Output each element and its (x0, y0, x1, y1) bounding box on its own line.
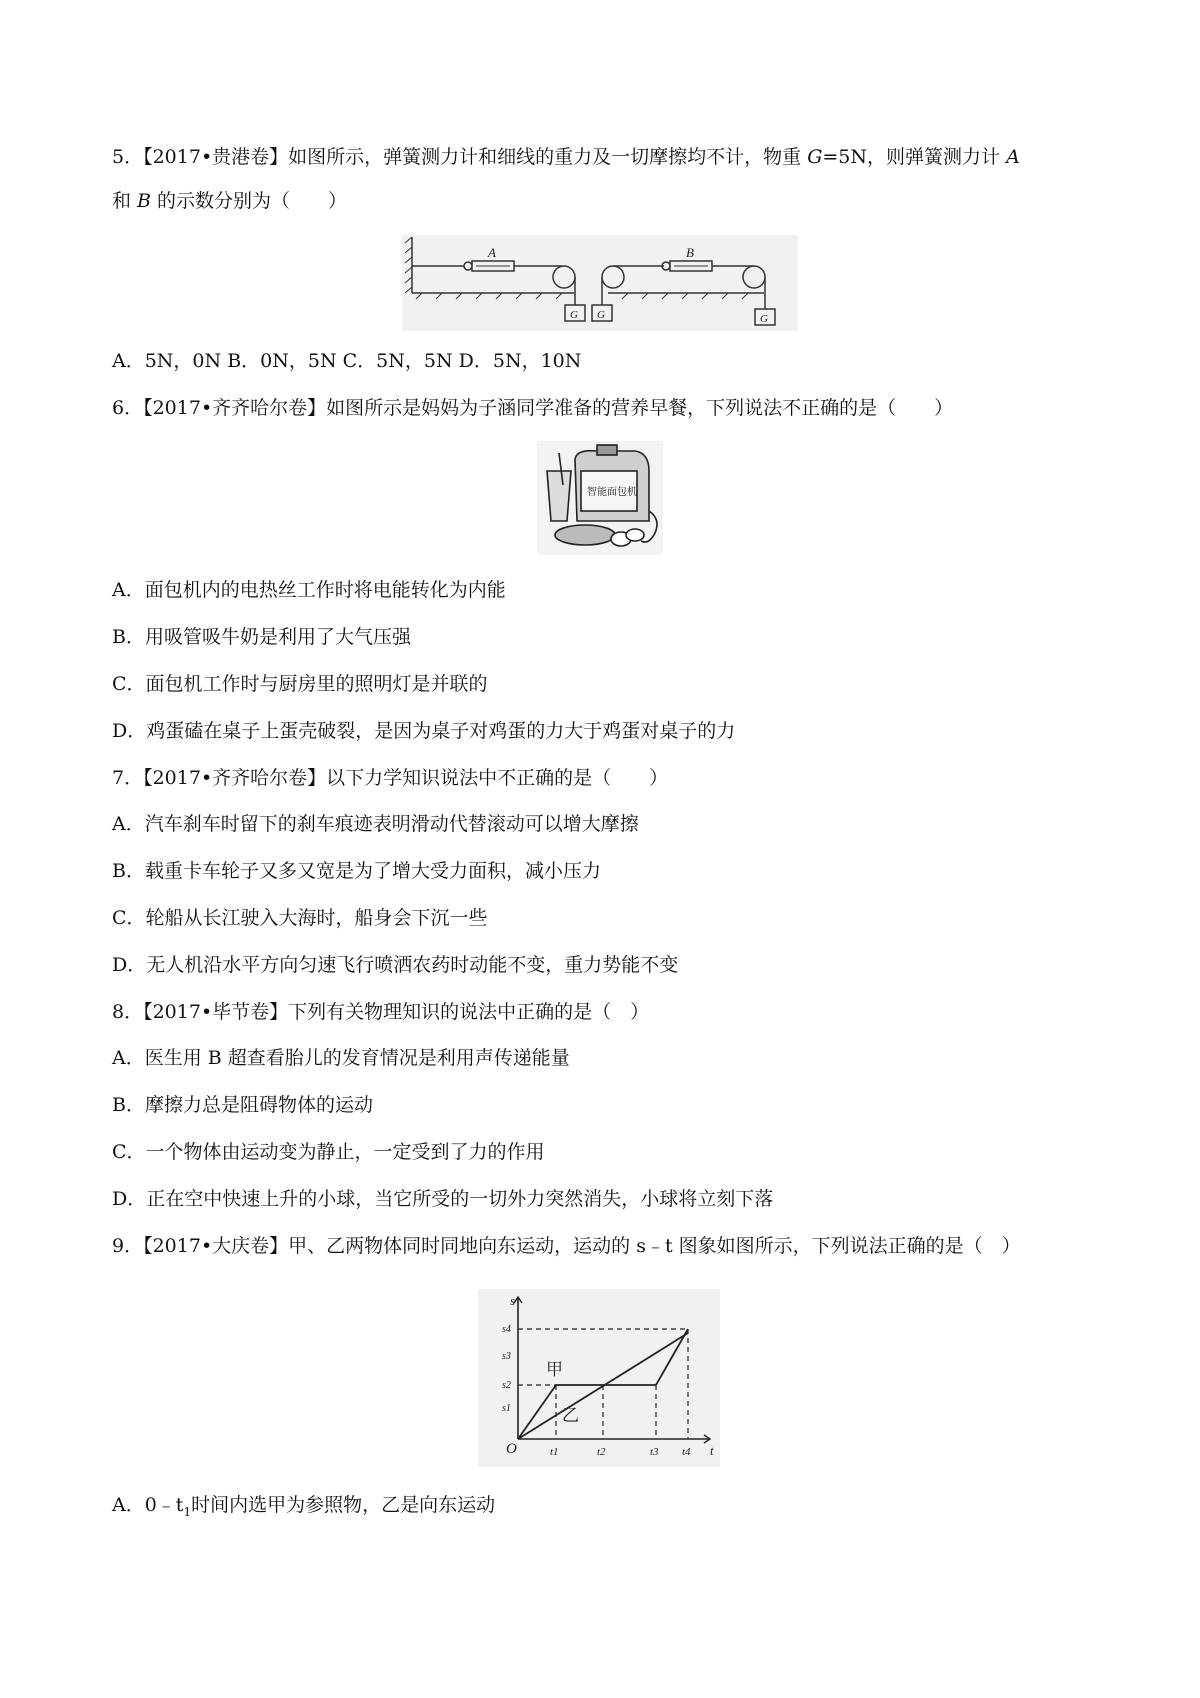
q5-stem-line-2 (112, 189, 347, 213)
q7-option-c: C．轮船从长江驶入大海时，船身会下沉一些 (112, 907, 488, 929)
t3-label: t3 (650, 1446, 659, 1458)
q8-option-c: C．一个物体由运动变为静止，一定受到了力的作用 (112, 1141, 545, 1163)
t-axis-label: t (710, 1443, 714, 1458)
breakfast-illustration (537, 441, 663, 555)
q9-option-a (112, 1493, 495, 1524)
q5-stem2-text-a: 和 (112, 190, 138, 212)
s-axis-label: s (510, 1293, 516, 1308)
spring-balance-diagram (402, 235, 798, 331)
origin-label: O (506, 1441, 517, 1457)
t2-label: t2 (597, 1446, 606, 1458)
q5-var-g: G (807, 146, 823, 168)
right-table-hatching (622, 293, 748, 299)
left-table-hatching (416, 293, 562, 299)
q9-stem: 9．【2017•大庆卷】甲、乙两物体同时同地向东运动，运动的 s﹣t 图象如图所示，下列说法正确的是（ ） (112, 1235, 1021, 1257)
q7-stem: 7．【2017•齐齐哈尔卷】以下力学知识说法中不正确的是（ ） (112, 767, 669, 789)
jia-label: 甲 (546, 1360, 563, 1380)
q5-var-b: B (137, 190, 152, 212)
q6-figure (537, 441, 663, 555)
wall-hatching (405, 237, 412, 293)
q6-option-a: A．面包机内的电热丝工作时将电能转化为内能 (112, 579, 506, 601)
q5-var-a: A (1006, 146, 1020, 168)
q6-option-b: B．用吸管吸牛奶是利用了大气压强 (112, 626, 411, 648)
q9-option-a-post: 时间内选甲为参照物，乙是向东运动 (191, 1494, 496, 1516)
weight-label-middle: G (597, 309, 605, 321)
q5-stem2-text-b: 的示数分别为（ ） (151, 190, 348, 212)
spring-a-ring (464, 262, 472, 270)
s4-label: s4 (502, 1324, 511, 1335)
q5-number: 5． (112, 146, 144, 168)
label-b: B (686, 245, 694, 260)
t4-label: t4 (682, 1446, 691, 1458)
yi-label: 乙 (562, 1406, 579, 1426)
q8-option-b: B．摩擦力总是阻碍物体的运动 (112, 1094, 373, 1116)
q5-stem-text-b: =5N，则弹簧测力计 (822, 146, 1007, 168)
q5-options: A．5N，0N B．0N，5N C．5N，5N D．5N，10N (112, 350, 582, 372)
q6-stem: 6．【2017•齐齐哈尔卷】如图所示是妈妈为子涵同学准备的营养早餐，下列说法不正确的是（ ） (112, 397, 954, 419)
s-t-graph (478, 1289, 720, 1467)
q7-option-a: A．汽车刹车时留下的刹车痕迹表明滑动代替滚动可以增大摩擦 (112, 813, 639, 835)
s1-label: s1 (502, 1403, 511, 1414)
q5-stem-text-a: 如图所示，弹簧测力计和细线的重力及一切摩擦均不计，物重 (288, 146, 808, 168)
weight-label-left: G (570, 309, 578, 321)
q9-option-a-pre: A．0﹣t (112, 1494, 184, 1516)
q6-option-c: C．面包机工作时与厨房里的照明灯是并联的 (112, 673, 488, 695)
bread-slice (597, 445, 617, 455)
label-a: A (488, 245, 496, 260)
toaster-label: 智能面包机 (587, 487, 637, 498)
right-pulley (743, 266, 765, 288)
t1-label: t1 (550, 1446, 559, 1458)
q5-source: 【2017•贵港卷】 (143, 146, 289, 168)
egg-2 (626, 529, 644, 541)
q6-option-d: D．鸡蛋磕在桌子上蛋壳破裂，是因为桌子对鸡蛋的力大于鸡蛋对桌子的力 (112, 720, 736, 742)
s3-label: s3 (502, 1351, 511, 1362)
q9-option-a-sub: 1 (183, 1504, 192, 1519)
q5-stem-line-1 (112, 145, 1020, 169)
plate (555, 525, 615, 545)
q7-option-b: B．载重卡车轮子又多又宽是为了增大受力面积，减小压力 (112, 860, 601, 882)
q8-stem: 8．【2017•毕节卷】下列有关物理知识的说法中正确的是（ ） (112, 1001, 650, 1023)
weight-label-right: G (760, 313, 768, 325)
middle-pulley (602, 266, 624, 288)
milk-glass (547, 471, 571, 521)
q7-option-d: D．无人机沿水平方向匀速飞行喷洒农药时动能不变，重力势能不变 (112, 954, 679, 976)
q9-figure (478, 1289, 720, 1467)
q5-figure (402, 235, 798, 331)
left-pulley (553, 266, 575, 288)
s2-label: s2 (502, 1380, 511, 1391)
q8-option-d: D．正在空中快速上升的小球，当它所受的一切外力突然消失，小球将立刻下落 (112, 1188, 774, 1210)
q8-option-a: A．医生用 B 超查看胎儿的发育情况是利用声传递能量 (112, 1047, 570, 1069)
